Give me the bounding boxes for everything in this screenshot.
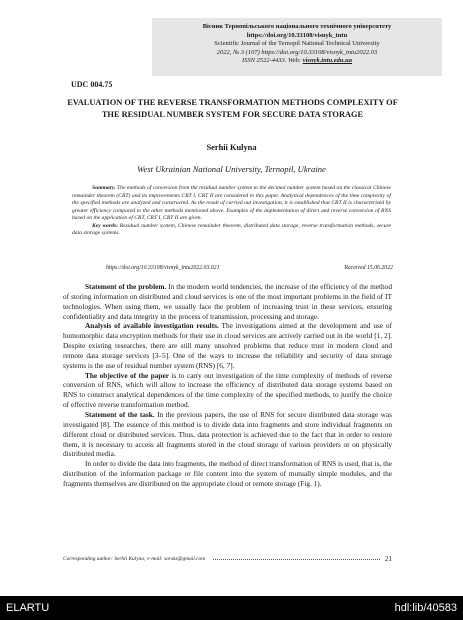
paragraph-text: In the previous papers, the use of RNS for secure distributed data storage was investigated [8]. The essence of this method is to divide data into fragments and store individual fragments on different cloud or distributed services. Thus, data protection is achieved due to the fact that in order to restore them, it is necessary to access all fragments stored in the cloud storage of various providers or on physically distributed media.	[63, 409, 392, 459]
summary-label: Summary.	[92, 185, 116, 191]
journal-web-link[interactable]: visnyk.tntu.edu.ua	[302, 57, 353, 65]
paragraph-text: In the modern world tendencies, the increase of the efficiency of the method of storing information on distributed and cloud services is one of the most important problems in the field of IT technologies. When using them, we usually face the problem of increasing trust in these services, ensuring confidentiality and data integrity in the process of transmission, processing and storage.	[63, 282, 392, 321]
page-number: 21	[384, 555, 392, 563]
body-paragraph	[63, 321, 392, 370]
summary-paragraph	[72, 185, 391, 223]
body-paragraph	[63, 282, 392, 321]
received-date: Received 15.06.2022	[344, 265, 393, 271]
issue-info: 2022, № 3 (107) https://doi.org/10.33108/visnyk_tntu2022.03	[216, 48, 378, 56]
page-footer	[63, 556, 392, 562]
doi-row	[106, 265, 393, 271]
udc-code: UDC 004.75	[71, 80, 113, 89]
dotted-leader	[213, 559, 380, 560]
paper-title: EVALUATION OF THE REVERSE TRANSFORMATION METHODS COMPLEXITY OF THE RESIDUAL NUMBER SYSTEM FOR SECURE DATA STORAGE	[67, 98, 398, 119]
journal-name-ua: Вісник Тернопільського національного технічного університету	[202, 23, 392, 30]
corresponding-author	[63, 556, 205, 562]
repository-bar	[0, 596, 463, 620]
summary-text: The methods of conversion from the residual number system to the decimal number system based on the classical Chinese remainder theorem (CRT) and its improvements CRT I, CRT II are considered in this paper. Analytical dependences of the time complexity of the specified methods are analyzed and constructed. As the result of carried out investigation, it is established that CRT II is characterized by greater efficiency compared to the other methods mentioned above. Examples of the implementation of direct and reverse conversion of RNS based on the application of CRT, CRT I, CRT II are given.	[72, 185, 391, 221]
section-label-analysis: Analysis of available investigation results.	[85, 321, 219, 331]
corresponding-author-text: Corresponding author: Serhii Kulyna; e-mail:	[63, 556, 165, 562]
body-paragraph: In order to divide the data into fragments, the method of direct transformation of RNS is used, that is, the distribution of the information package or file content into the system of mutually simple modules, and the fragments themselves are distributed on the appropriate cloud or remote storage (Fig. 1).	[63, 459, 392, 488]
journal-header	[152, 18, 442, 76]
issn-text: ISSN 2522-4433. Web:	[241, 57, 303, 65]
section-label-problem: Statement of the problem.	[85, 282, 167, 291]
article-doi-link[interactable]: https://doi.org/10.33108/visnyk_tntu2022.03.021	[106, 265, 220, 271]
handle-id[interactable]: hdl:lib/40583	[394, 602, 457, 614]
author-name: Serhii Kulyna	[206, 143, 257, 152]
body-paragraph	[63, 410, 392, 459]
section-label-objective: The objective of the paper	[85, 370, 169, 380]
keywords-paragraph	[72, 223, 391, 238]
body-paragraph	[63, 371, 392, 410]
repository-name: ELARTU	[6, 602, 50, 614]
keywords-label: Key words:	[92, 222, 118, 229]
author-email-link[interactable]: sorskz@gmail.com	[164, 556, 206, 562]
section-label-task: Statement of the task.	[85, 409, 155, 419]
article-body	[63, 282, 392, 489]
abstract	[72, 185, 391, 238]
author-affiliation: West Ukrainian National University, Ternopil, Ukraine	[137, 164, 326, 174]
paragraph-text: The investigations aimed at the development and use of homomorphic data encryption methods for their use in cloud services are actively carried out in the world [1, 2]. Despite existing researches, there are still many unsolved problems that reduce trust in modern cloud and remote data storage services [3–5]. One of the ways to increase the reliability and security of data storage systems is the use of residual number system (RNS) [6, 7].	[63, 321, 392, 370]
keywords-text: Residual number system, Chinese remainder theorem, distributed data storage, reverse transformation methods, secure data storage systems.	[72, 222, 391, 236]
issn-line	[152, 57, 442, 66]
journal-name-en: Scientific Journal of the Ternopil National Technical University	[214, 40, 380, 48]
journal-doi-link[interactable]: https://doi.org/10.33108/visnyk_tntu	[246, 31, 348, 39]
paragraph-text: is to carry out investigation of the time complexity of methods of reverse conversion of RNS, which will allow to increase the efficiency of distributed data storage systems based on RNS to construct analytical dependences of the time complexity of the specified methods, to justify the choice of effective reverse transformation method.	[63, 370, 392, 410]
